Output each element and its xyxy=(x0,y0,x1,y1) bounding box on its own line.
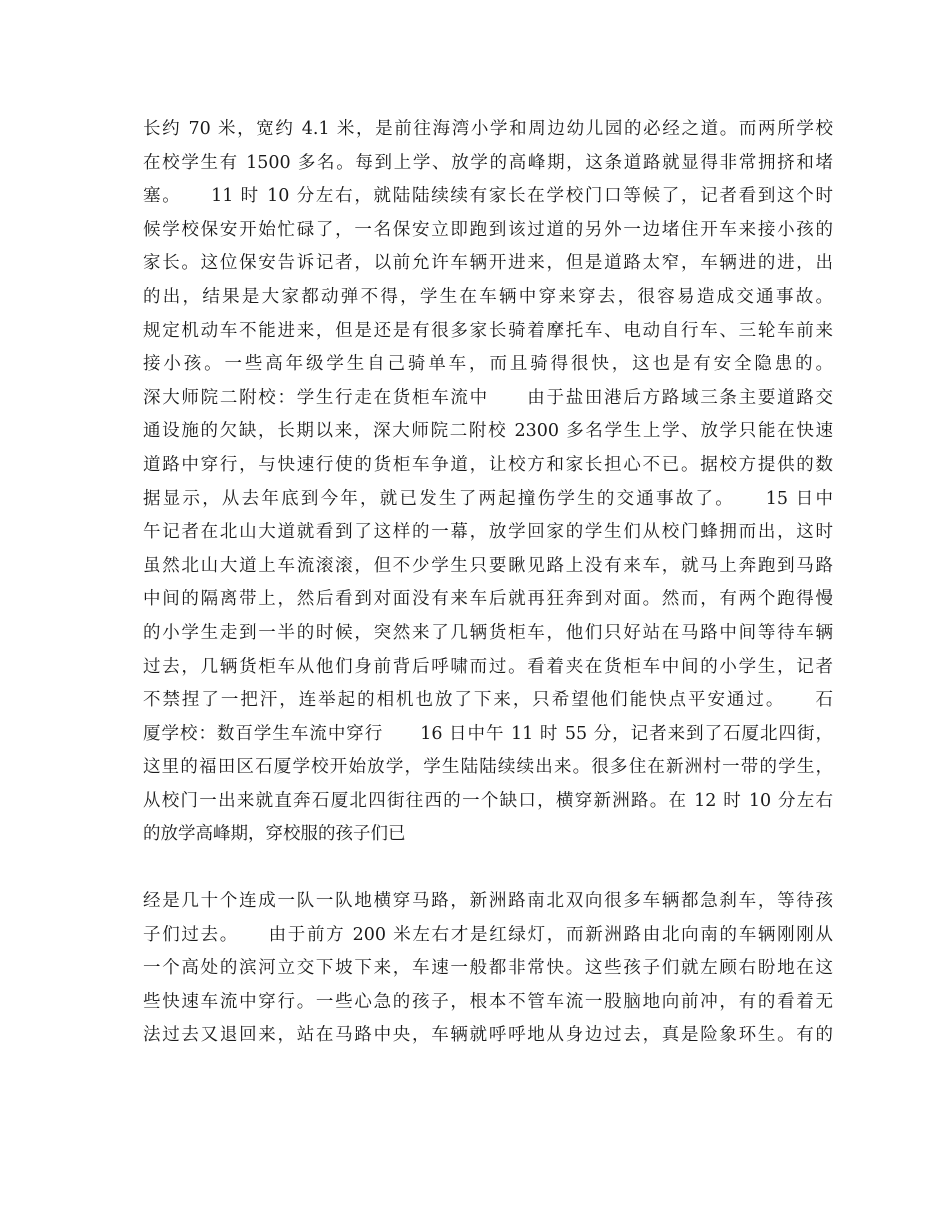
text-line: 塞。 11 时 10 分左右，就陆陆续续有家长在学校门口等候了，记者看到这个时 xyxy=(143,186,833,207)
paragraph-block-lower xyxy=(143,885,833,1053)
text-line: 据显示，从去年底到今年，就已发生了两起撞伤学生的交通事故了。 15 日中 xyxy=(143,488,833,509)
text-line: 厦学校：数百学生车流中穿行 16 日中午 11 时 55 分，记者来到了石厦北四街， xyxy=(143,723,833,744)
text-line: 些快速车流中穿行。一些心急的孩子，根本不管车流一股脑地向前冲，有的看着无 xyxy=(143,991,833,1012)
text-line: 从校门一出来就直奔石厦北四街往西的一个缺口，横穿新洲路。在 12 时 10 分左右 xyxy=(143,790,833,811)
text-line: 中间的隔离带上，然后看到对面没有来车后就再狂奔到对面。然而，有两个跑得慢 xyxy=(143,589,833,610)
text-line: 的放学高峰期，穿校服的孩子们已 xyxy=(143,824,406,845)
text-line: 的出，结果是大家都动弹不得，学生在车辆中穿来穿去，很容易造成交通事故。 xyxy=(143,286,833,307)
text-line: 这里的福田区石厦学校开始放学，学生陆陆续续出来。很多住在新洲村一带的学生， xyxy=(143,757,833,778)
text-line: 家长。这位保安告诉记者，以前允许车辆开进来，但是道路太窄，车辆进的进，出 xyxy=(143,253,833,274)
text-line: 经是几十个连成一队一队地横穿马路，新洲路南北双向很多车辆都急刹车，等待孩 xyxy=(143,891,833,911)
text-line: 通设施的欠缺，长期以来，深大师院二附校 2300 多名学生上学、放学只能在快速 xyxy=(143,421,833,442)
text-line: 规定机动车不能进来，但是还是有很多家长骑着摩托车、电动自行车、三轮车前来 xyxy=(143,320,833,341)
paragraph-block-upper xyxy=(143,113,833,852)
text-line: 的小学生走到一半的时候，突然来了几辆货柜车，他们只好站在马路中间等待车辆 xyxy=(143,622,833,643)
text-line: 法过去又退回来，站在马路中央，车辆就呼呼地从身边过去，真是险象环生。有的 xyxy=(143,1025,833,1046)
text-line: 一个高处的滨河立交下坡下来，车速一般都非常快。这些孩子们就左顾右盼地在这 xyxy=(143,958,833,979)
text-line: 过去，几辆货柜车从他们身前背后呼啸而过。看着夹在货柜车中间的小学生，记者 xyxy=(143,656,833,677)
text-line: 午记者在北山大道就看到了这样的一幕，放学回家的学生们从校门蜂拥而出，这时 xyxy=(143,522,833,543)
text-line: 候学校保安开始忙碌了，一名保安立即跑到该过道的另外一边堵住开车来接小孩的 xyxy=(143,219,833,240)
text-line: 子们过去。 由于前方 200 米左右才是红绿灯，而新洲路由北向南的车辆刚刚从 xyxy=(143,924,833,945)
text-line: 长约 70 米，宽约 4.1 米，是前往海湾小学和周边幼儿园的必经之道。而两所学校 xyxy=(143,119,833,139)
text-line: 虽然北山大道上车流滚滚，但不少学生只要瞅见路上没有来车，就马上奔跑到马路 xyxy=(143,555,833,576)
text-line: 不禁捏了一把汗，连举起的相机也放了下来，只希望他们能快点平安通过。 石 xyxy=(143,690,833,711)
text-line: 在校学生有 1500 多名。每到上学、放学的高峰期，这条道路就显得非常拥挤和堵 xyxy=(143,152,833,173)
text-line: 道路中穿行，与快速行使的货柜车争道，让校方和家长担心不已。据校方提供的数 xyxy=(143,454,833,475)
text-line: 接小孩。一些高年级学生自己骑单车，而且骑得很快，这也是有安全隐患的。 xyxy=(143,354,833,375)
text-line: 深大师院二附校：学生行走在货柜车流中 由于盐田港后方路域三条主要道路交 xyxy=(143,387,833,408)
